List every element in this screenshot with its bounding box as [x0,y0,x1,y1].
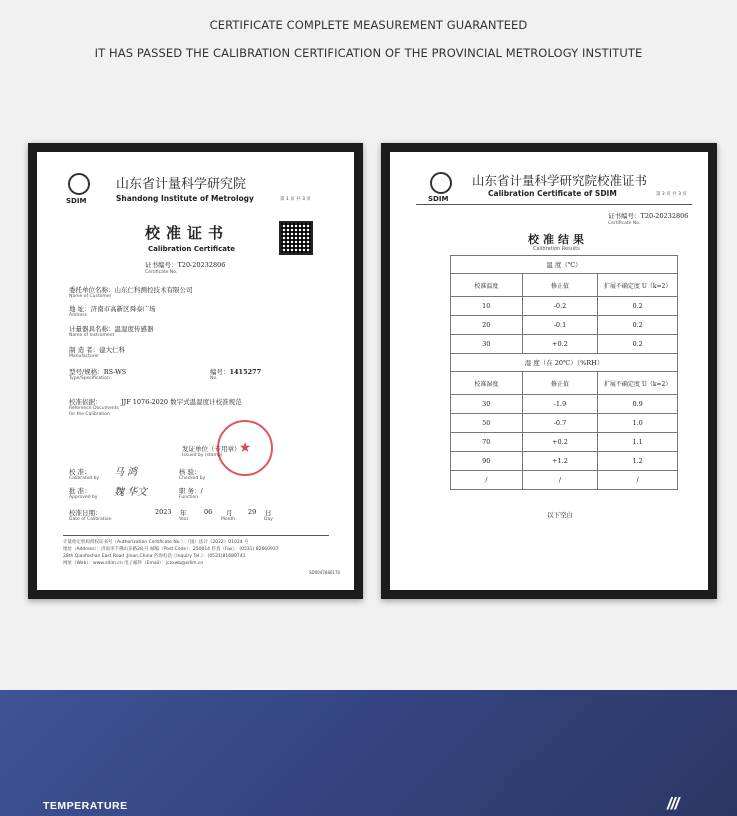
reference-value: JJF 1076-2020 数字式温湿度计校准规范 [121,398,242,406]
calibrated-label: 校 准： [69,468,91,476]
footer-line-4: 网址（Web）：www.sdim.cn 电子邮件（Email）：jczxwb@sdim.cn [63,561,204,566]
serial-en: No. [210,376,218,381]
table-cell: 0.2 [598,316,678,335]
calibration-results-table [450,255,678,490]
footer-divider [63,535,329,536]
type-value: RS-WS [103,368,127,376]
blank-below-note: 以下空白 [547,511,573,519]
table-row [451,335,678,354]
table-cell: -1.9 [522,395,598,414]
type-label: 型号/规格： [69,368,104,376]
table-cell: / [522,471,598,490]
temperature-section-label: 温 度（℃） [451,256,678,274]
headline-guarantee: CERTIFICATE COMPLETE MEASUREMENT GUARANTEED [209,18,528,32]
maker-en: Manufacturer [69,354,100,359]
date-year: 2023 [155,508,172,516]
date-day: 29 [248,508,257,516]
table-row [451,414,678,433]
table-cell: +1.2 [522,452,598,471]
reference-label: 校准依据： [69,398,102,406]
table-cell: 0.9 [598,395,678,414]
logo-text: SDIM [66,197,87,205]
certificate-number-en: Certificate No. [145,270,178,275]
instrument-en: Name of Instrument [69,333,115,338]
headline-calibration: IT HAS PASSED THE CALIBRATION CERTIFICATION OF THE PROVINCIAL METROLOGY INSTITUTE [94,46,643,60]
table-cell: 0.2 [598,297,678,316]
logo-text: SDIM [428,195,449,203]
table-cell: 10 [451,297,523,316]
function-label: 职 务： [179,487,201,495]
function-value: / [200,487,203,495]
footer-line-1: 计量检定机构授权证书号（Authorization Certificate No.）：（国）法计（2022）01024 号 [63,540,249,545]
table-row [451,452,678,471]
approved-en: Approved by [69,495,98,500]
customer-en: Name of Customer [69,294,112,299]
table-cell: -0.1 [522,316,598,335]
month-label: 月 [226,509,233,517]
address-label: 地 址： [69,305,91,313]
instrument-value: 温湿度传感器 [114,325,154,333]
serial-value: 1415277 [229,368,262,376]
calibrated-signature: 马 鸿 [114,467,138,478]
date-month: 06 [204,508,213,516]
page-number: 第 1 页 共 3 页 [280,197,311,202]
table-row [451,395,678,414]
temp-header-point: 校准温度 [451,274,523,297]
customer-label: 委托单位名称： [69,286,115,294]
table-cell: 30 [451,395,523,414]
table-row [451,316,678,335]
certificate-title-cn: 校准证书 [145,224,230,242]
maker-value: 建大仁科 [99,346,126,354]
issued-label: 发证单位（专用章） [182,445,241,453]
table-cell: +0.2 [522,335,598,354]
footer-code: SD0047680170 [309,570,341,575]
table-cell: / [451,471,523,490]
table-cell: 30 [451,335,523,354]
sdim-logo-icon [430,172,452,194]
table-cell: / [598,471,678,490]
temperature-banner [0,690,737,816]
address-en: Address [69,313,87,318]
customer-value: 山东仁科测控技术有限公司 [114,286,193,294]
humidity-section-label: 湿 度（在 20℃）（%RH） [451,354,678,372]
hum-header-uncertainty: 扩展不确定度 U（k=2） [598,372,678,395]
banner-label: TEMPERATURE [43,800,128,812]
type-en: Type/Specification [69,376,110,381]
certificate-results-page [390,152,708,590]
date-en: Date of Calibration [69,517,112,522]
table-cell: 20 [451,316,523,335]
temp-header-correction: 修正值 [522,274,598,297]
results-title-cn: 校准结果 [528,233,588,246]
checked-label: 核 验： [179,468,201,476]
temp-header-uncertainty: 扩展不确定度 U（k=2） [598,274,678,297]
table-row [451,433,678,452]
approved-label: 批 准： [69,487,91,495]
table-cell: 50 [451,414,523,433]
table-cell: 1.0 [598,414,678,433]
hum-header-correction: 修正值 [522,372,598,395]
certificate-number-en: Certificate No. [608,221,641,226]
table-row [451,297,678,316]
month-en: Month [221,517,236,522]
table-cell: +0.2 [522,433,598,452]
footer-line-2: 地址（Address）：济南市千佛山东路28 号 邮编（Post Code）：250014 传真（Fax）：(0531) 82660937 [63,547,279,552]
date-label: 校准日期： [69,509,102,517]
table-row [451,471,678,490]
certificate-title-en: Calibration Certificate [148,245,236,253]
certificate-cover-page [37,152,354,590]
certificate-title-cn: 山东省计量科学研究院校准证书 [472,173,648,188]
table-cell: 0.2 [598,335,678,354]
checked-en: Checked by [179,476,206,481]
maker-label: 制 造 者： [69,346,100,354]
year-en: Year [179,517,189,522]
approved-signature: 魏 华文 [114,487,148,498]
certificate-number: 证书编号：T20-20232806 [145,261,226,269]
year-label: 年 [180,509,187,517]
page-number: 第 3 页 共 3 页 [656,192,687,197]
day-label: 日 [265,509,272,517]
reference-en: Reference Documents for the Calibration [69,406,119,417]
address-value: 济南市高新区舜泰广场 [90,305,156,313]
table-cell: 90 [451,452,523,471]
certificate-frame-cover [28,143,363,599]
header-divider [416,204,692,205]
slash-mark-icon: /// [667,794,679,813]
instrument-label: 计量器具名称： [69,325,115,333]
institute-name-en: Shandong Institute of Metrology [116,194,254,203]
certificate-frame-results [381,143,717,599]
table-cell: 1.2 [598,452,678,471]
results-title-en: Calibration Results [533,246,580,252]
sdim-logo-icon [68,173,90,195]
day-en: Day [264,517,273,522]
table-cell: -0.7 [522,414,598,433]
footer-line-3: 28th Qianfoshan East Road ,Jinan,China 咨询电话（Inquiry Tel.）：(0531)81689741 [63,554,246,559]
table-cell: 70 [451,433,523,452]
function-en: Function [179,495,199,500]
institute-name-cn: 山东省计量科学研究院 [116,177,247,192]
serial-label: 编号： [210,368,230,376]
hum-header-point: 校准湿度 [451,372,523,395]
table-cell: 1.1 [598,433,678,452]
certificate-number: 证书编号：T20-20232806 [608,212,689,220]
official-seal-icon: ★ [217,420,273,476]
certificate-title-en: Calibration Certificate of SDIM [488,189,617,198]
issued-en: Issued by (stamp) [182,453,223,458]
table-cell: -0.2 [522,297,598,316]
qr-code [279,221,313,255]
calibrated-en: Calibrated by [69,476,100,481]
